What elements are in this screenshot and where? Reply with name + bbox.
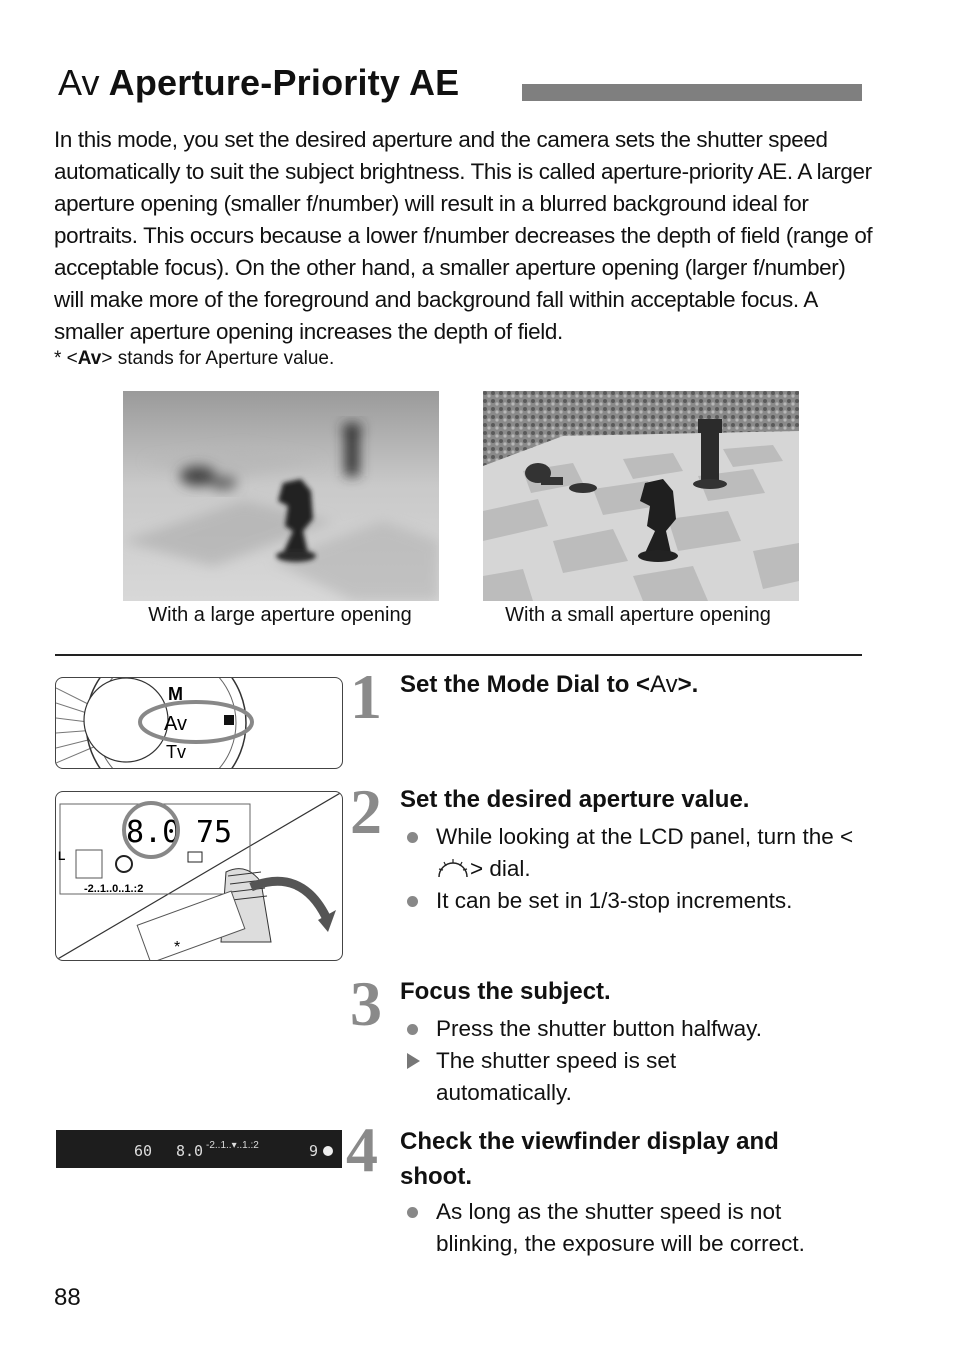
photo-small-aperture	[483, 391, 799, 601]
photo-caption-right: With a small aperture opening	[505, 604, 771, 626]
svg-text:*: *	[174, 939, 181, 956]
lcd-panel-illustration	[55, 791, 343, 961]
dial-index-mark	[224, 715, 234, 725]
main-dial-icon	[436, 856, 470, 878]
intro-paragraph: In this mode, you set the desired aperture and the camera sets the shutter speed automatically to suit the subject brightness. This is called aperture-priority AE. A larger aperture opening (smaller f/number) will result in a blurred background ideal for portraits. This occurs because a lower f/number decreases the depth of field (range of acceptable focus). On the other hand, a smaller aperture opening (larger f/number) will make more of the foreground and background fall within acceptable focus. A smaller aperture opening increases the depth of field.	[54, 127, 873, 344]
title-text: Aperture-Priority AE	[108, 62, 460, 103]
dial-label-av: Av	[164, 713, 187, 735]
intro-text	[54, 124, 874, 348]
bullet-dot	[407, 1024, 418, 1035]
note-suffix: > stands for Aperture value.	[101, 348, 335, 369]
step-4-title-line-2: shoot.	[400, 1163, 472, 1190]
bullet-text: As long as the shutter speed is not blinking, the exposure will be correct.	[436, 1199, 805, 1256]
note-prefix: * <	[54, 348, 78, 369]
page-title	[58, 62, 459, 104]
bullet-text: It can be set in 1/3-stop increments.	[436, 888, 793, 913]
av-symbol: Av	[77, 348, 102, 369]
photo-large-aperture	[123, 391, 439, 601]
step-2-bullet-2	[436, 885, 866, 917]
lcd-shutter: 75	[196, 815, 233, 850]
footnote	[54, 348, 334, 370]
vf-shots: 9	[309, 1142, 319, 1160]
bullet-text: Press the shutter button halfway.	[436, 1016, 763, 1041]
av-mode-symbol: Av	[58, 62, 100, 103]
step-2-number: 2	[350, 776, 382, 847]
step-1-number: 1	[350, 661, 382, 732]
vf-shutter: 60	[134, 1142, 153, 1160]
bullet-dot	[407, 1207, 418, 1218]
step-2-bullet-1	[436, 821, 866, 885]
step-2-title: Set the desired aperture value.	[400, 786, 750, 813]
step-1-title-suffix: >.	[677, 671, 699, 698]
focus-confirm-icon	[323, 1146, 333, 1156]
section-divider	[55, 654, 862, 656]
av-symbol: Av	[650, 671, 678, 698]
bullet-dot	[407, 832, 418, 843]
lcd-scale: -2..1..0..1.:2	[84, 883, 144, 895]
vf-aperture: 8.0	[176, 1142, 204, 1160]
step-4-title	[400, 1124, 779, 1194]
step-1-title-prefix: Set the Mode Dial to <	[400, 671, 651, 698]
step-4-bullet-1	[436, 1196, 866, 1260]
title-decoration-bar	[522, 84, 862, 101]
mode-dial-illustration	[55, 677, 343, 769]
step-3-title: Focus the subject.	[400, 978, 611, 1005]
bullet-text-b: > dial.	[470, 856, 531, 881]
result-arrow-icon	[407, 1053, 420, 1069]
step-4-title-line-1: Check the viewfinder display and	[400, 1128, 779, 1155]
photo-caption-left: With a large aperture opening	[148, 604, 412, 626]
result-text: The shutter speed is set automatically.	[436, 1048, 677, 1105]
step-3-bullet-1	[436, 1013, 866, 1045]
lcd-aperture: 8.0	[126, 815, 181, 850]
step-4-number: 4	[346, 1114, 378, 1185]
page-number: 88	[54, 1284, 81, 1311]
bullet-text-a: While looking at the LCD panel, turn the <	[436, 824, 854, 849]
bullet-dot	[407, 896, 418, 907]
vf-scale: -2..1..▾..1.:2	[206, 1140, 259, 1151]
lcd-mode: L	[58, 849, 66, 863]
step-3-result-1	[436, 1045, 736, 1109]
viewfinder-display	[56, 1130, 342, 1168]
step-3-number: 3	[350, 968, 382, 1039]
dial-label-m: M	[168, 684, 183, 704]
dial-label-tv: Tv	[166, 742, 186, 762]
step-1-title	[400, 671, 698, 699]
